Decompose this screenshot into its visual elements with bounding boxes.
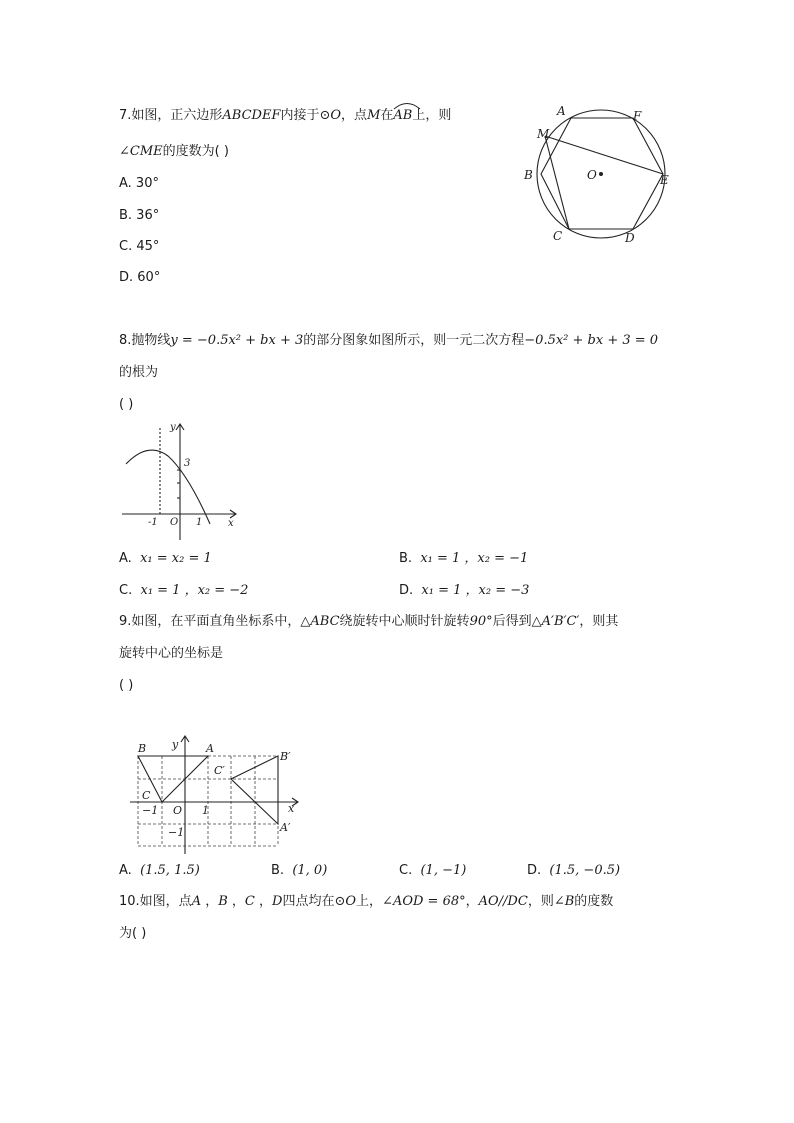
q9-grid-figure bbox=[118, 730, 308, 858]
q9-stem-line2: 旋转中心的坐标是 bbox=[119, 646, 224, 661]
label-x: x bbox=[288, 802, 295, 815]
label-x: x bbox=[228, 518, 234, 529]
label-cprime: C′ bbox=[214, 764, 225, 777]
arc-symbol-icon bbox=[392, 100, 422, 110]
label-e: E bbox=[660, 173, 669, 187]
label-c: C bbox=[142, 789, 151, 802]
label-o: O bbox=[173, 804, 183, 817]
q8-parabola-figure bbox=[118, 416, 248, 544]
label-y: y bbox=[170, 422, 176, 433]
label-d: D bbox=[625, 231, 635, 245]
q7-option-d[interactable]: D. 60° bbox=[119, 270, 161, 285]
parabola-curve bbox=[126, 450, 210, 524]
q8-stem-line2: 的根为 bbox=[119, 365, 159, 380]
label-3: 3 bbox=[184, 458, 191, 469]
q7-hexagon-figure bbox=[515, 100, 685, 250]
q8-answer-paren: ( ) bbox=[119, 397, 134, 412]
dashed-grid bbox=[138, 756, 278, 846]
q9-option-c[interactable]: C. (1, −1) bbox=[399, 863, 467, 878]
q8-stem-line1: 8.抛物线y = −0.5x² + bx + 3的部分图象如图所示，则一元二次方程−0.5x² + bx + 3 = 0 bbox=[119, 333, 659, 348]
q7-stem-line1: 7.如图，正六边形ABCDEF内接于⊙O，点M在 AB上，则 bbox=[119, 107, 451, 125]
label-minus1-x: −1 bbox=[142, 804, 159, 817]
q9-option-b[interactable]: B. (1, 0) bbox=[271, 863, 328, 878]
q9-stem-line1: 9.如图，在平面直角坐标系中，△ABC绕旋转中心顺时针旋转90°后得到△A′B′C′，则其 bbox=[119, 614, 619, 629]
label-1: 1 bbox=[196, 517, 203, 528]
center-dot bbox=[599, 172, 603, 176]
label-f: F bbox=[633, 109, 642, 123]
label-o: O bbox=[170, 517, 179, 528]
q7-option-b[interactable]: B. 36° bbox=[119, 208, 160, 223]
q7-stem-line2: ∠CME的度数为( ) bbox=[119, 144, 229, 159]
q8-option-b[interactable]: B. x₁ = 1 ，x₂ = −1 bbox=[399, 551, 529, 566]
q9-option-a[interactable]: A. (1.5, 1.5) bbox=[119, 863, 200, 878]
q10-stem-line1: 10.如图，点A ，B ，C ，D四点均在⊙O上，∠AOD = 68°，AO//DC，则∠B的度数 bbox=[119, 894, 614, 909]
label-a: A bbox=[206, 742, 214, 755]
q7-option-c[interactable]: C. 45° bbox=[119, 239, 160, 254]
q8-option-c[interactable]: C. x₁ = 1 ，x₂ = −2 bbox=[119, 583, 249, 598]
q8-option-a[interactable]: A. x₁ = x₂ = 1 bbox=[119, 551, 212, 566]
q9-option-d[interactable]: D. (1.5, −0.5) bbox=[527, 863, 621, 878]
triangle-apbpcp bbox=[231, 756, 278, 824]
label-b: B bbox=[524, 168, 533, 182]
label-m: M bbox=[537, 127, 550, 141]
segment-mc bbox=[545, 136, 569, 229]
label-minus1: -1 bbox=[148, 517, 158, 528]
q9-answer-paren: ( ) bbox=[119, 678, 134, 693]
label-1-x: 1 bbox=[202, 804, 209, 817]
q8-option-d[interactable]: D. x₁ = 1 ，x₂ = −3 bbox=[399, 583, 530, 598]
arc-ab: AB bbox=[393, 107, 412, 125]
q10-stem-line2: 为( ) bbox=[119, 926, 147, 941]
label-y: y bbox=[172, 738, 179, 751]
label-bprime: B′ bbox=[280, 750, 291, 763]
label-b: B bbox=[138, 742, 147, 755]
label-minus1-y: −1 bbox=[168, 826, 185, 839]
label-a: A bbox=[557, 104, 566, 118]
label-aprime: A′ bbox=[280, 821, 291, 834]
q7-option-a[interactable]: A. 30° bbox=[119, 176, 159, 191]
label-c: C bbox=[553, 229, 563, 243]
label-o: O bbox=[587, 168, 597, 182]
